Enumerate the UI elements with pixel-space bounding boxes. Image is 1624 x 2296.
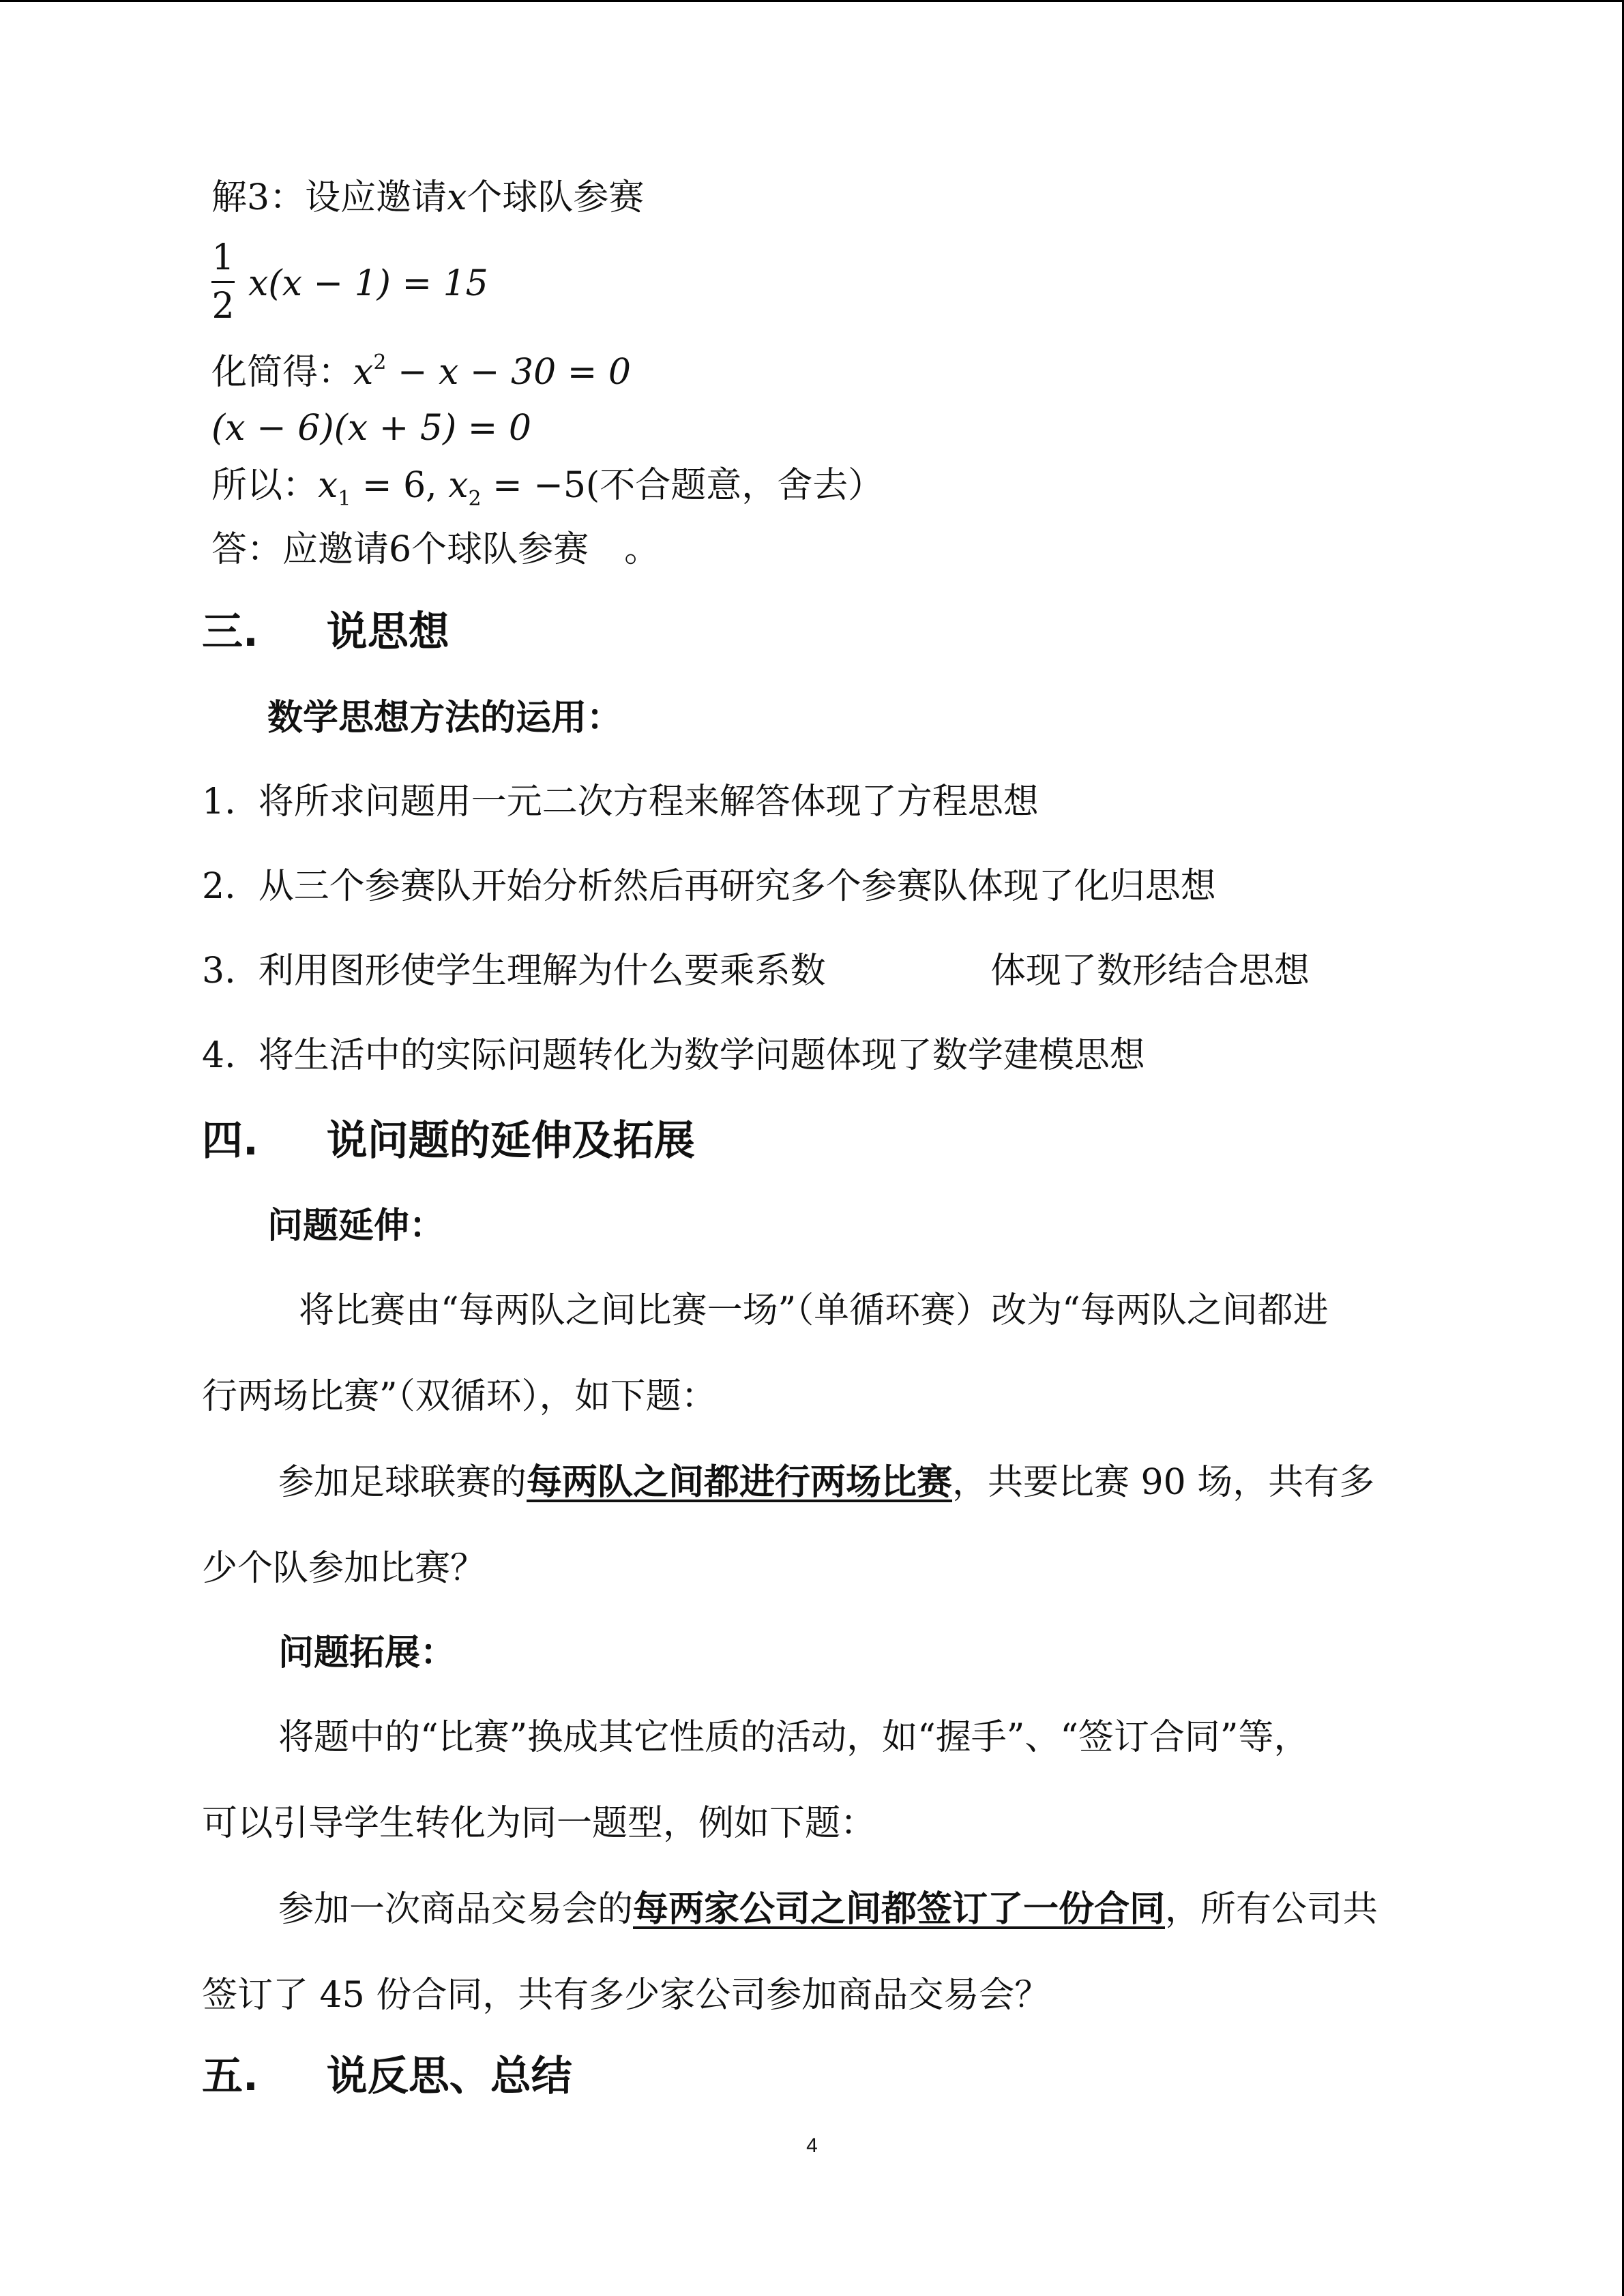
paragraph-line: 可以引导学生转化为同一题型，例如下题： xyxy=(202,1803,876,1844)
list-item-number: 3. xyxy=(202,951,236,992)
paragraph-line: 签订了 45 份合同，共有多少家公司参加商品交易会？ xyxy=(202,1975,1050,2016)
underlined-emphasis: 每两队之间都进行两场比赛 xyxy=(527,1462,953,1503)
simplify-equation-rest: − x − 30 = 0 xyxy=(386,352,631,393)
list-item xyxy=(202,1037,1145,1075)
fraction-one-half xyxy=(211,237,235,327)
section-5-title: 说反思、总结 xyxy=(326,2053,572,2100)
list-item-text-continued: 体现了数形结合思想 xyxy=(990,951,1310,992)
x1-value: = 6, xyxy=(351,465,449,506)
fraction-denominator: 2 xyxy=(211,286,235,327)
solution-heading-suffix: 个球队参赛 xyxy=(467,177,645,218)
section-4-title: 说问题的延伸及拓展 xyxy=(326,1117,695,1165)
subscript-2: 2 xyxy=(468,487,482,511)
text-run: ，所有公司共 xyxy=(1165,1889,1378,1930)
equation-1: x(x − 1) = 15 xyxy=(248,263,488,304)
list-item-number: 4. xyxy=(202,1035,236,1076)
simplify-line xyxy=(211,351,631,392)
roots-line xyxy=(211,466,883,510)
problem-extension-label: 问题延伸： xyxy=(267,1206,445,1247)
factored-equation: (x − 6)(x + 5) = 0 xyxy=(211,408,531,449)
paragraph-line: 将题中的“比赛”换成其它性质的活动，如“握手”、“签订合同”等， xyxy=(278,1717,1310,1758)
text-run: ，共要比赛 90 场，共有多 xyxy=(952,1462,1375,1503)
list-item-text: 将所求问题用一元二次方程来解答体现了方程思想 xyxy=(258,781,1039,822)
section-3-heading xyxy=(202,610,449,655)
page-number: 4 xyxy=(806,2134,818,2157)
section-5-number: 五. xyxy=(202,2053,259,2100)
section-5-heading xyxy=(202,2054,572,2099)
fraction-numerator: 1 xyxy=(211,237,235,278)
list-item-text: 将生活中的实际问题转化为数学问题体现了数学建模思想 xyxy=(258,1035,1145,1076)
page-border-top xyxy=(0,0,1624,2)
list-item xyxy=(202,952,826,991)
simplify-label: 化简得： xyxy=(211,352,354,393)
variable-x: x xyxy=(447,177,467,218)
section-3-subtitle: 数学思想方法的运用： xyxy=(267,698,623,739)
variable-x2: x xyxy=(448,465,469,506)
paragraph-line: 行两场比赛”（双循环），如下题： xyxy=(202,1376,717,1417)
section-4-heading xyxy=(202,1118,695,1163)
variable-x1: x xyxy=(318,465,338,506)
solution-heading xyxy=(211,179,644,218)
paragraph-line xyxy=(278,1890,1378,1929)
text-run: 参加足球联赛的 xyxy=(278,1462,527,1503)
paragraph-line: 将比赛由“每两队之间比赛一场”（单循环赛）改为“每两队之间都进 xyxy=(299,1290,1329,1331)
problem-expansion-label: 问题拓展： xyxy=(278,1632,456,1673)
so-label: 所以： xyxy=(211,465,319,506)
paragraph-line xyxy=(278,1463,1374,1502)
list-item-number: 1. xyxy=(202,781,236,822)
paragraph-line: 少个队参加比赛？ xyxy=(202,1548,486,1589)
section-3-number: 三. xyxy=(202,608,259,656)
text-run: 参加一次商品交易会的 xyxy=(278,1889,634,1930)
solution-heading-prefix: 解3：设应邀请 xyxy=(211,177,447,218)
list-item-number: 2. xyxy=(202,866,236,907)
section-4-number: 四. xyxy=(202,1117,259,1165)
exponent-2: 2 xyxy=(373,351,387,374)
x2-value: = −5(不合题意，舍去） xyxy=(481,465,884,506)
underlined-emphasis: 每两家公司之间都签订了一份合同 xyxy=(633,1889,1166,1930)
fraction-bar xyxy=(211,281,235,283)
subscript-1: 1 xyxy=(338,487,351,511)
variable-x: x xyxy=(353,352,374,393)
list-item xyxy=(202,783,1039,822)
list-item xyxy=(202,867,1216,906)
list-item-text: 利用图形使学生理解为什么要乘系数 xyxy=(258,951,826,992)
section-3-title: 说思想 xyxy=(326,608,449,656)
answer-line: 答：应邀请6个球队参赛 。 xyxy=(211,529,660,570)
list-item-text: 从三个参赛队开始分析然后再研究多个参赛队体现了化归思想 xyxy=(258,866,1216,907)
